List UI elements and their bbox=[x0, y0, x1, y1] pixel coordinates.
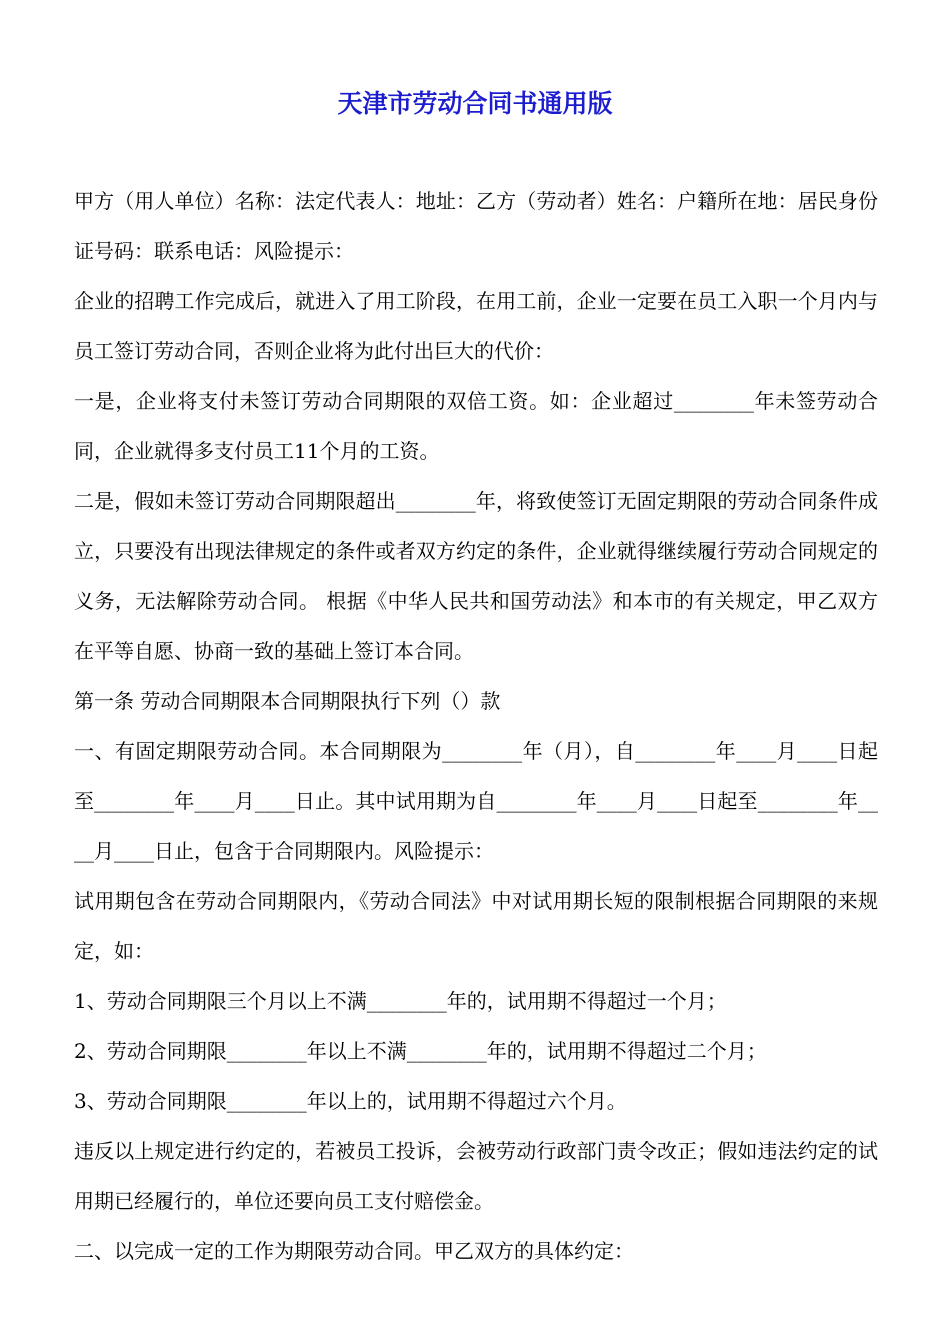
list-item-probation-1: 1、劳动合同期限三个月以上不满________年的，试用期不得超过一个月； bbox=[74, 989, 727, 1013]
list-item-probation-3: 3、劳动合同期限________年以上的，试用期不得超过六个月。 bbox=[74, 1089, 627, 1113]
paragraph-risk-two: 二是，假如未签订劳动合同期限超出________年，将致使签订无固定期限的劳动合同条件成立，只要没有出现法律规定的条件或者双方约定的条件，企业就得继续履行劳动合同规定的义务，无法解除劳动合同。 根据《中华人民共和国劳动法》和本市的有关规定，甲乙双方在平等自愿、协商一致的基础上签订本合同。 bbox=[74, 489, 878, 663]
article-one-heading: 第一条 劳动合同期限本合同期限执行下列（）款 bbox=[74, 689, 501, 713]
list-item-probation-2: 2、劳动合同期限________年以上不满________年的，试用期不得超过二个月； bbox=[74, 1039, 767, 1063]
paragraph-parties: 甲方（用人单位）名称：法定代表人：地址：乙方（劳动者）姓名：户籍所在地：居民身份证号码：联系电话：风险提示： bbox=[74, 189, 878, 263]
paragraph-fixed-term: 一、有固定期限劳动合同。本合同期限为________年（月），自________年____月____日起至________年____月____日止。其中试用期为自________年____月____日起至________年____月____日止，包含于合同期限内。风险提示： bbox=[74, 739, 878, 863]
paragraph-intro: 企业的招聘工作完成后，就进入了用工阶段，在用工前，企业一定要在员工入职一个月内与员工签订劳动合同，否则企业将为此付出巨大的代价： bbox=[74, 289, 878, 363]
document-title: 天津市劳动合同书通用版 bbox=[337, 89, 613, 118]
document-body bbox=[74, 176, 878, 1276]
paragraph-task-term: 二、以完成一定的工作为期限劳动合同。甲乙双方的具体约定： bbox=[74, 1239, 634, 1263]
paragraph-violation: 违反以上规定进行约定的，若被员工投诉，会被劳动行政部门责令改正；假如违法约定的试用期已经履行的，单位还要向员工支付赔偿金。 bbox=[74, 1139, 878, 1213]
paragraph-probation-note: 试用期包含在劳动合同期限内，《劳动合同法》中对试用期长短的限制根据合同期限的来规定，如： bbox=[74, 889, 878, 963]
paragraph-risk-one: 一是，企业将支付未签订劳动合同期限的双倍工资。如：企业超过________年未签劳动合同，企业就得多支付员工11个月的工资。 bbox=[74, 389, 878, 463]
